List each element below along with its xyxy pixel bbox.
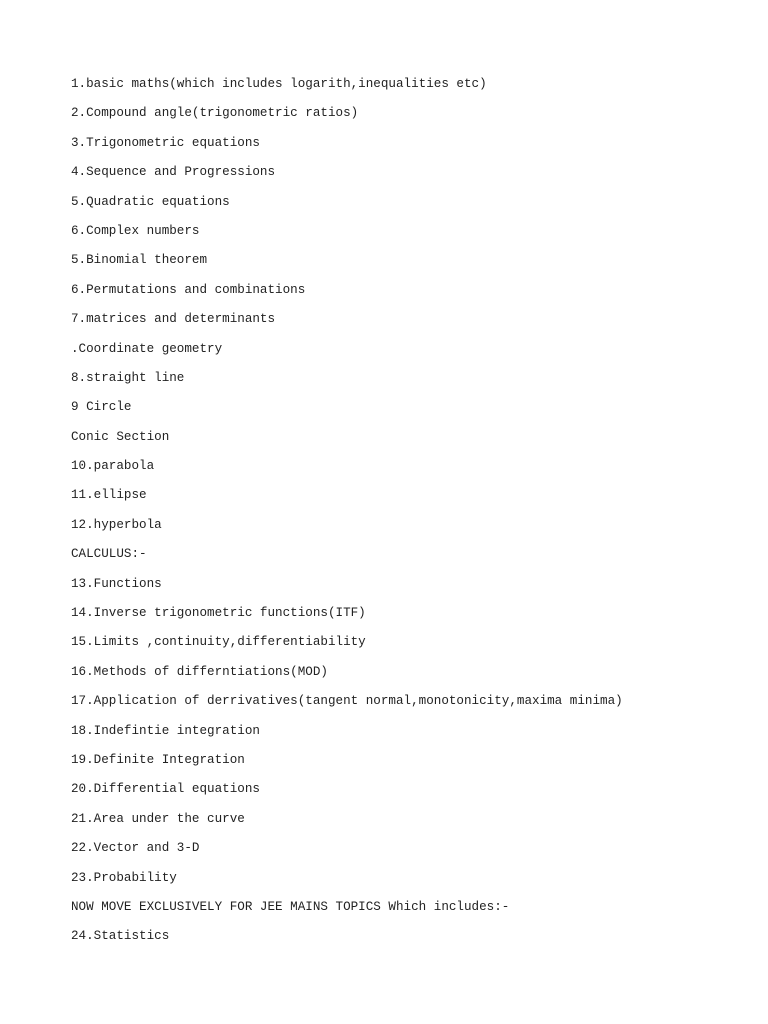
topic-line: 9 Circle [71, 400, 132, 415]
topic-line: 5.Binomial theorem [71, 253, 208, 268]
section-heading: .Coordinate geometry [71, 341, 223, 356]
topic-line: 12.hyperbola [71, 517, 162, 532]
topic-line: 16.Methods of differntiations(MOD) [71, 664, 328, 679]
topic-line: 6.Complex numbers [71, 223, 200, 238]
topic-line: 3.Trigonometric equations [71, 135, 260, 150]
topic-line: 7.matrices and determinants [71, 312, 276, 327]
topic-line: 17.Application of derrivatives(tangent normal,monotonicity,maxima minima) [71, 694, 623, 709]
section-heading: NOW MOVE EXCLUSIVELY FOR JEE MAINS TOPICS Which includes:- [71, 899, 510, 914]
topic-line: 22.Vector and 3-D [71, 841, 200, 856]
topic-line: 4.Sequence and Progressions [71, 165, 276, 180]
topic-line: 21.Area under the curve [71, 811, 245, 826]
topic-line: 2.Compound angle(trigonometric ratios) [71, 106, 359, 121]
topic-line: 20.Differential equations [71, 782, 260, 797]
topic-line: 24.Statistics [71, 929, 170, 944]
topic-line: 14.Inverse trigonometric functions(ITF) [71, 606, 366, 621]
topic-line: 1.basic maths(which includes logarith,inequalities etc) [71, 77, 487, 91]
topic-line: 23.Probability [71, 870, 177, 885]
topic-line: 10.parabola [71, 459, 155, 474]
topic-line: 6.Permutations and combinations [71, 282, 306, 297]
topic-line: 5.Quadratic equations [71, 194, 230, 209]
topic-line: 18.Indefintie integration [71, 723, 260, 738]
topic-line: 8.straight line [71, 370, 185, 385]
topic-line: 13.Functions [71, 576, 162, 591]
topic-list [71, 70, 623, 952]
section-heading: Conic Section [71, 429, 170, 444]
topic-line: 15.Limits ,continuity,differentiability [71, 635, 366, 650]
topic-line: 11.ellipse [71, 488, 147, 503]
topic-line: 19.Definite Integration [71, 752, 245, 767]
section-heading: CALCULUS:- [71, 547, 147, 562]
